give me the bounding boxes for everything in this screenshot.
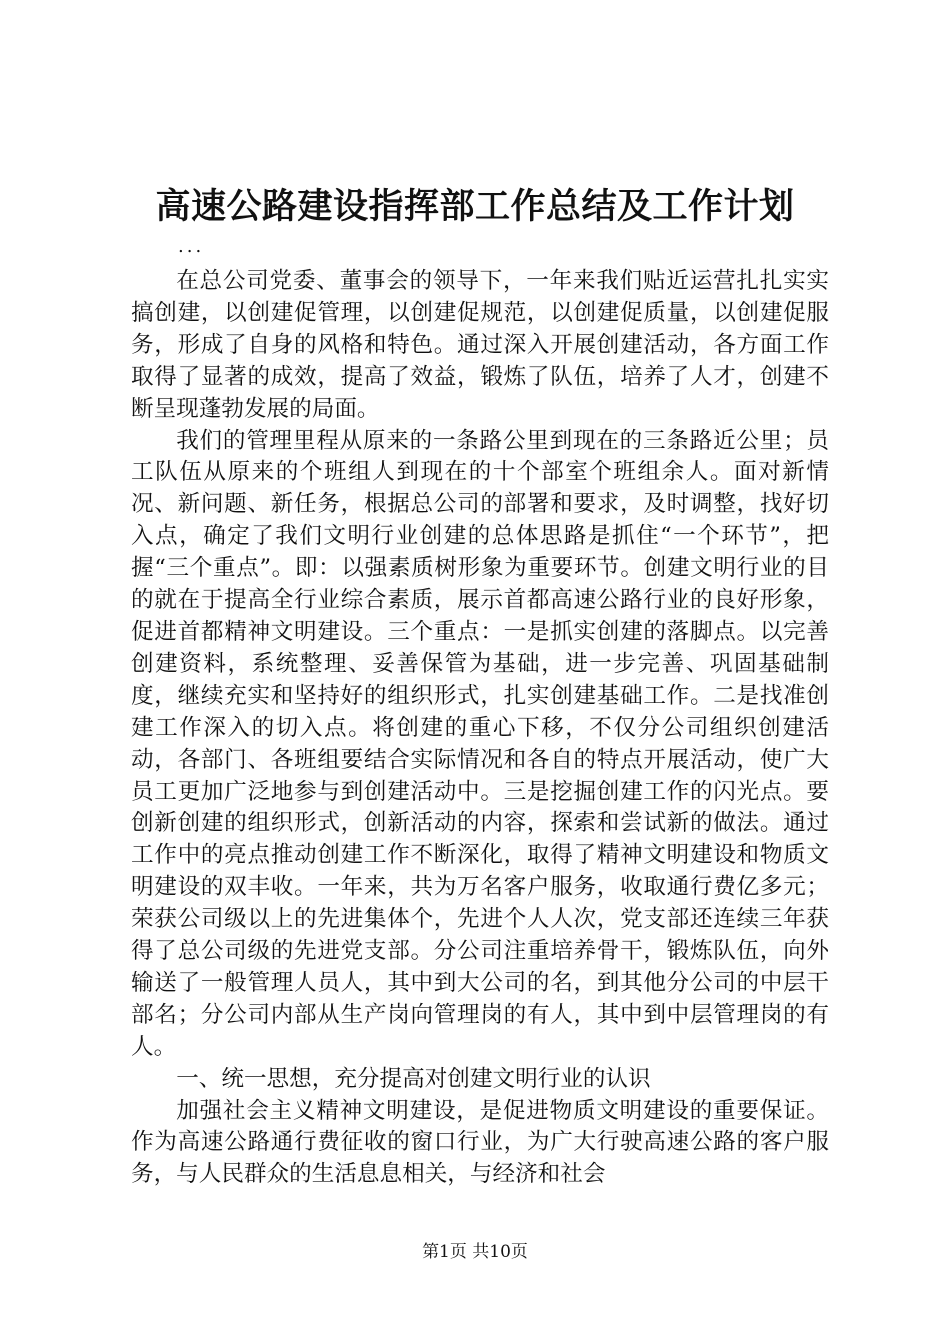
section-heading-1: 一、统一思想，充分提高对创建文明行业的认识 (176, 1065, 651, 1092)
paragraph-section-1: 加强社会主义精神文明建设，是促进物质文明建设的重要保证。作为高速公路通行费征收的窗口行业，为广大行驶高速公路的客户服务，与人民群众的生活息息相关，与经济和社会 (131, 1097, 829, 1188)
document-title: 高速公路建设指挥部工作总结及工作计划 (155, 186, 795, 227)
page-footer: 第1页 共10页 (422, 1242, 528, 1262)
ellipsis-marker: ... (178, 236, 205, 257)
paragraph-management: 我们的管理里程从原来的一条路公里到现在的三条路近公里；员工队伍从原来的个班组人到现在的十个部室个班组余人。面对新情况、新问题、新任务，根据总公司的部署和要求，及时调整，找好切入点，确定了我们文明行业创建的总体思路是抓住“一个环节”，把握“三个重点”。即：以强素质树形象为重要环节。创建文明行业的目的就在于提高全行业综合素质，展示首都高速公路行业的良好形象，促进首都精神文明建设。三个重点：一是抓实创建的落脚点。以完善创建资料，系统整理、妥善保管为基础，进一步完善、巩固基础制度，继续充实和坚持好的组织形式，扎实创建基础工作。二是找准创建工作深入的切入点。将创建的重心下移，不仅分公司组织创建活动，各部门、各班组要结合实际情况和各自的特点开展活动，使广大员工更加广泛地参与到创建活动中。三是挖掘创建工作的闪光点。要创新创建的组织形式，创新活动的内容，探索和尝试新的做法。通过工作中的亮点推动创建工作不断深化，取得了精神文明建设和物质文明建设的双丰收。一年来，共为万名客户服务，收取通行费亿多元；荣获公司级以上的先进集体个，先进个人人次，党支部还连续三年获得了总公司级的先进党支部。分公司注重培养骨干，锻炼队伍，向外输送了一般管理人员人，其中到大公司的名，到其他分公司的中层干部名；分公司内部从生产岗向管理岗的有人，其中到中层管理岗的有人。 (131, 427, 829, 1060)
paragraph-intro: 在总公司党委、董事会的领导下，一年来我们贴近运营扎扎实实搞创建，以创建促管理，以创建促规范，以创建促质量，以创建促服务，形成了自身的风格和特色。通过深入开展创建活动，各方面工作取得了显著的成效，提高了效益，锻炼了队伍，培养了人才，创建不断呈现蓬勃发展的局面。 (131, 268, 829, 422)
document-body (131, 266, 829, 1191)
